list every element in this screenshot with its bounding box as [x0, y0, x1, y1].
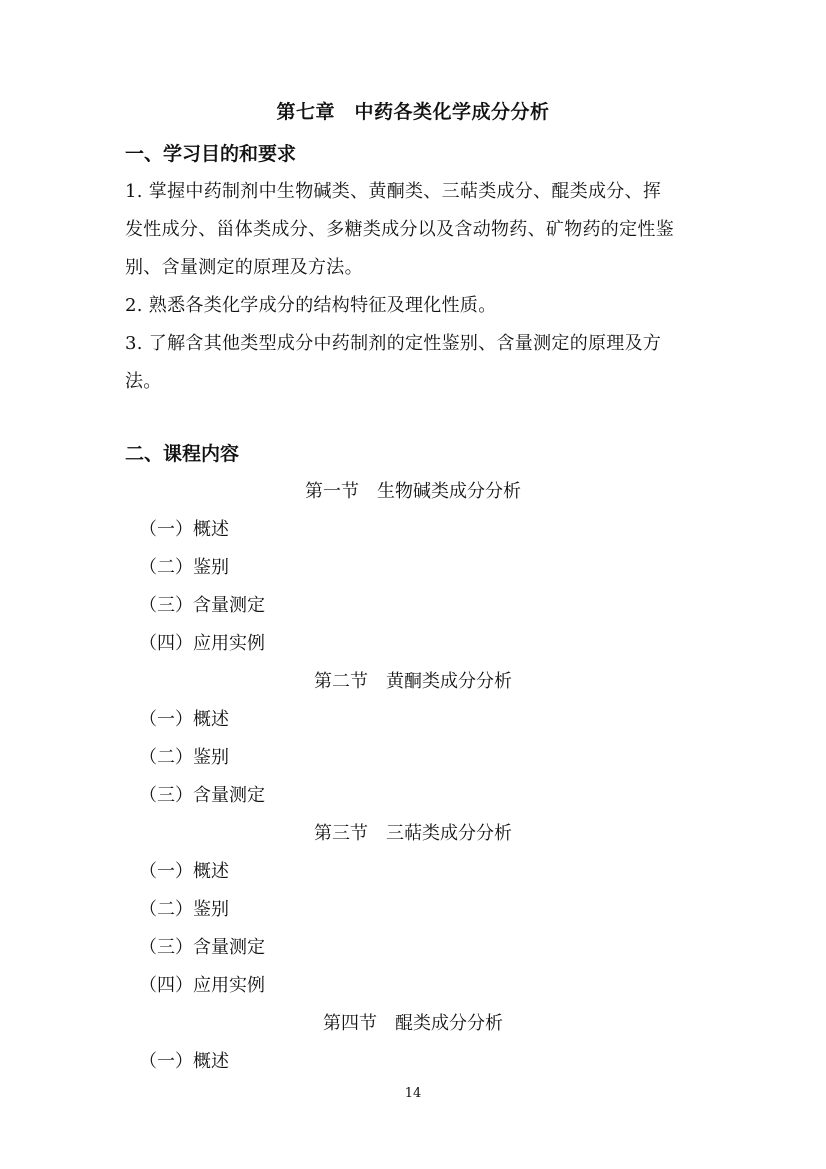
section-title: 第二节 黄酮类成分分析	[314, 671, 512, 692]
section-title: 第三节 三萜类成分分析	[314, 823, 512, 844]
objective-line: 2. 熟悉各类化学成分的结构特征及理化性质。	[125, 295, 497, 316]
section-title: 第一节 生物碱类成分分析	[305, 481, 521, 502]
objectives-heading: 一、学习目的和要求	[125, 143, 297, 165]
section-item: （二）鉴别	[139, 899, 229, 920]
content-heading: 二、课程内容	[125, 443, 240, 465]
section-item: （三）含量测定	[139, 937, 265, 958]
section-item: （一）概述	[139, 709, 229, 730]
objective-line: 1. 掌握中药制剂中生物碱类、黄酮类、三萜类成分、醌类成分、挥	[125, 181, 662, 202]
section-title: 第四节 醌类成分分析	[323, 1013, 503, 1034]
section-item: （三）含量测定	[139, 785, 265, 806]
objective-line: 法。	[125, 371, 162, 392]
chapter-title: 第七章 中药各类化学成分分析	[276, 101, 550, 123]
section-item: （二）鉴别	[139, 747, 229, 768]
objective-line: 别、含量测定的原理及方法。	[125, 257, 363, 278]
objective-line: 发性成分、甾体类成分、多糖类成分以及含动物药、矿物药的定性鉴	[125, 219, 674, 240]
section-item: （三）含量测定	[139, 595, 265, 616]
page-number: 14	[404, 1086, 422, 1101]
section-item: （四）应用实例	[139, 633, 265, 654]
section-item: （一）概述	[139, 1051, 229, 1072]
section-item: （四）应用实例	[139, 975, 265, 996]
objective-line: 3. 了解含其他类型成分中药制剂的定性鉴别、含量测定的原理及方	[125, 333, 662, 354]
section-item: （二）鉴别	[139, 557, 229, 578]
section-item: （一）概述	[139, 861, 229, 882]
section-item: （一）概述	[139, 519, 229, 540]
